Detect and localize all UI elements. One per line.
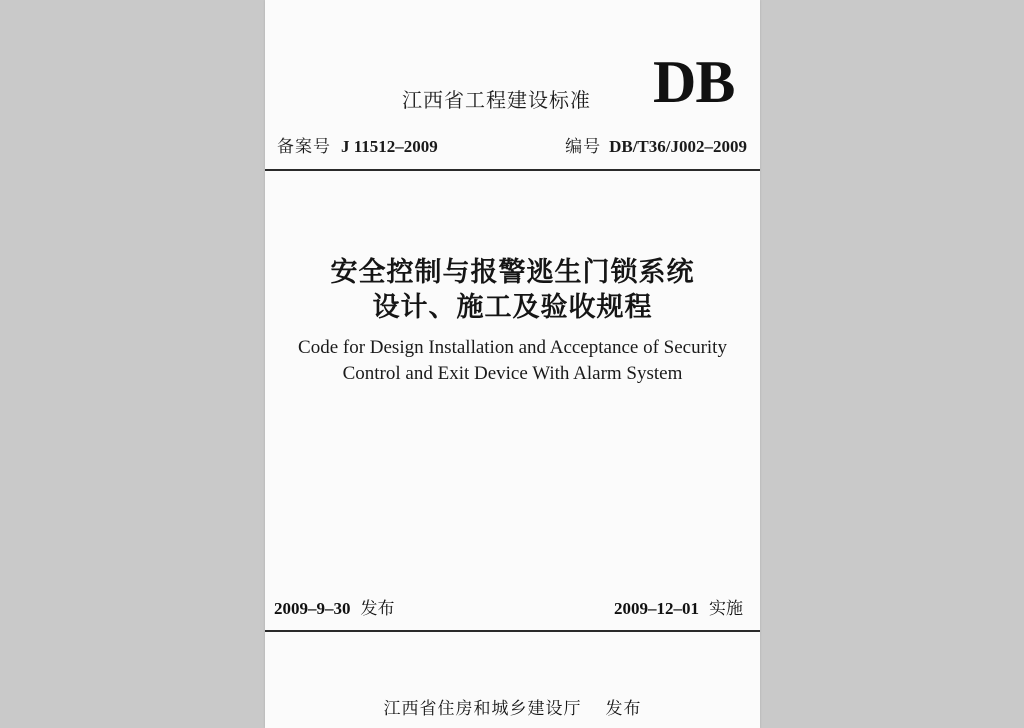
publisher-line (265, 694, 760, 719)
title-en-line2: Control and Exit Device With Alarm System (342, 363, 683, 384)
code-number: DB/T36/J002–2009 (609, 137, 747, 156)
issue-date: 2009–9–30 (274, 599, 351, 618)
record-number: J 11512–2009 (341, 137, 438, 156)
issue-label: 发布 (360, 599, 395, 619)
title-cn-line1: 安全控制与报警逃生门锁系统 (330, 257, 695, 288)
publisher-name: 江西省住房和城乡建设厅 (383, 699, 582, 719)
issue-date-line (274, 594, 395, 619)
title-cn-line2: 设计、施工及验收规程 (372, 292, 653, 323)
document-cover-page (265, 0, 760, 728)
code-label: 编号 (565, 137, 602, 157)
bottom-divider (265, 630, 760, 632)
implement-date-line (614, 594, 743, 619)
implement-label: 实施 (709, 599, 743, 619)
record-label: 备案号 (277, 137, 331, 157)
implement-date: 2009–12–01 (614, 599, 699, 618)
publisher-action: 发布 (605, 699, 642, 719)
db-logo-mark: DB (653, 49, 735, 115)
top-divider (265, 169, 760, 171)
record-number-line (277, 132, 438, 157)
title-en-line1: Code for Design Installation and Acceptance of Security (298, 337, 727, 358)
standard-type: 江西省工程建设标准 (402, 88, 591, 112)
code-number-line (565, 132, 747, 157)
